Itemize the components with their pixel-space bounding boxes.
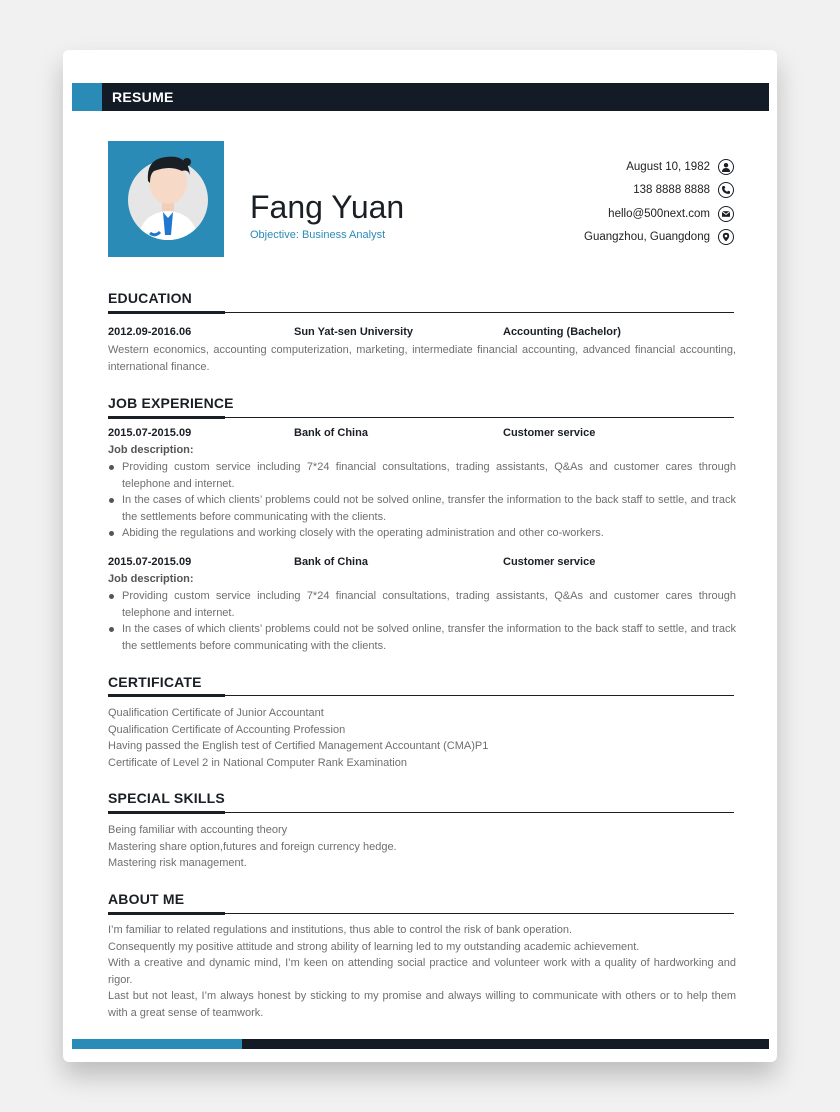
job-description-label: Job description:	[108, 444, 194, 456]
experience-divider	[108, 417, 734, 418]
candidate-name: Fang Yuan	[250, 189, 405, 225]
list-item: Mastering share option,futures and foreign currency hedge.	[108, 840, 397, 853]
footer-accent-block	[72, 1039, 242, 1049]
certificate-title: CERTIFICATE	[108, 674, 202, 690]
avatar-illustration-icon	[108, 141, 224, 257]
education-divider	[108, 312, 734, 313]
resume-label: RESUME	[112, 89, 174, 105]
education-period: 2012.09-2016.06	[108, 326, 192, 338]
list-item: Certificate of Level 2 in National Computer Rank Examination	[108, 756, 407, 769]
contact-birthday	[584, 158, 734, 175]
list-item: Abiding the regulations and working closely with the operating administration and other co-workers.	[108, 525, 736, 542]
list-item: With a creative and dynamic mind, I’m keen on attending social practice and volunteer work with a quality of hardworking and rigor.	[108, 957, 736, 986]
contact-location	[584, 229, 734, 246]
about-list	[108, 922, 736, 1021]
contact-phone	[584, 182, 734, 199]
avatar	[108, 141, 224, 257]
birthday-text: August 10, 1982	[626, 160, 710, 173]
list-item: Providing custom service including 7*24 financial consultations, trading assistants, Q&As and customer cares through telephone and internet.	[108, 588, 736, 621]
list-item: In the cases of which clients’ problems could not be solved online, transfer the information to the back staff to settle, and track the settlements before communicating with the clients.	[108, 492, 736, 525]
location-text: Guangzhou, Guangdong	[584, 231, 710, 243]
job-period: 2015.07-2015.09	[108, 427, 192, 439]
contact-list	[584, 158, 734, 252]
education-school: Sun Yat-sen University	[294, 326, 414, 338]
about-title: ABOUT ME	[108, 891, 185, 907]
education-title: EDUCATION	[108, 290, 192, 306]
certificate-list	[108, 705, 736, 771]
phone-icon	[718, 182, 734, 198]
resume-sheet	[63, 50, 777, 1062]
phone-text: 138 8888 8888	[633, 184, 710, 196]
job-role: Customer service	[503, 556, 596, 568]
list-item: I’m familiar to related regulations and institutions, thus able to control the risk of bank operation.	[108, 924, 573, 936]
list-item: Qualification Certificate of Junior Accountant	[108, 707, 324, 719]
mail-icon	[718, 206, 734, 222]
person-icon	[718, 159, 734, 175]
skills-title: SPECIAL SKILLS	[108, 790, 225, 806]
header-accent-block	[72, 83, 102, 111]
list-item: In the cases of which clients’ problems could not be solved online, transfer the information to the back staff to settle, and track the settlements before communicating with the clients.	[108, 621, 736, 654]
contact-email	[584, 205, 734, 222]
skills-divider	[108, 812, 734, 813]
list-item: Last but not least, I’m always honest by sticking to my promise and always willing to communicate with others or to help them with a great sense of teamwork.	[108, 990, 736, 1019]
email-text: hello@500next.com	[608, 207, 710, 220]
footer-bar	[72, 1039, 769, 1049]
certificate-divider	[108, 695, 734, 696]
job-company: Bank of China	[294, 556, 368, 568]
objective-text: Objective: Business Analyst	[250, 229, 386, 241]
job-role: Customer service	[503, 427, 596, 439]
resume-header-bar	[72, 83, 769, 111]
education-description: Western economics, accounting computerization, marketing, intermediate financial accounting, advanced financial accounting, international finance.	[108, 344, 736, 373]
job-bullets	[108, 459, 736, 542]
job-bullets	[108, 588, 736, 654]
location-icon	[718, 229, 734, 245]
skills-list	[108, 822, 736, 872]
job-company: Bank of China	[294, 427, 368, 439]
experience-title: JOB EXPERIENCE	[108, 395, 234, 411]
job-description-label: Job description:	[108, 573, 194, 585]
list-item: Being familiar with accounting theory	[108, 824, 288, 836]
job-period: 2015.07-2015.09	[108, 556, 192, 568]
list-item: Consequently my positive attitude and strong ability of learning led to my outstanding academic achievement.	[108, 940, 640, 953]
list-item: Providing custom service including 7*24 financial consultations, trading assistants, Q&As and customer cares through telephone and internet.	[108, 459, 736, 492]
education-major: Accounting (Bachelor)	[503, 326, 621, 338]
list-item: Mastering risk management.	[108, 857, 247, 869]
about-divider	[108, 913, 734, 914]
list-item: Having passed the English test of Certified Management Accountant (CMA)P1	[108, 740, 489, 752]
list-item: Qualification Certificate of Accounting Profession	[108, 723, 346, 736]
